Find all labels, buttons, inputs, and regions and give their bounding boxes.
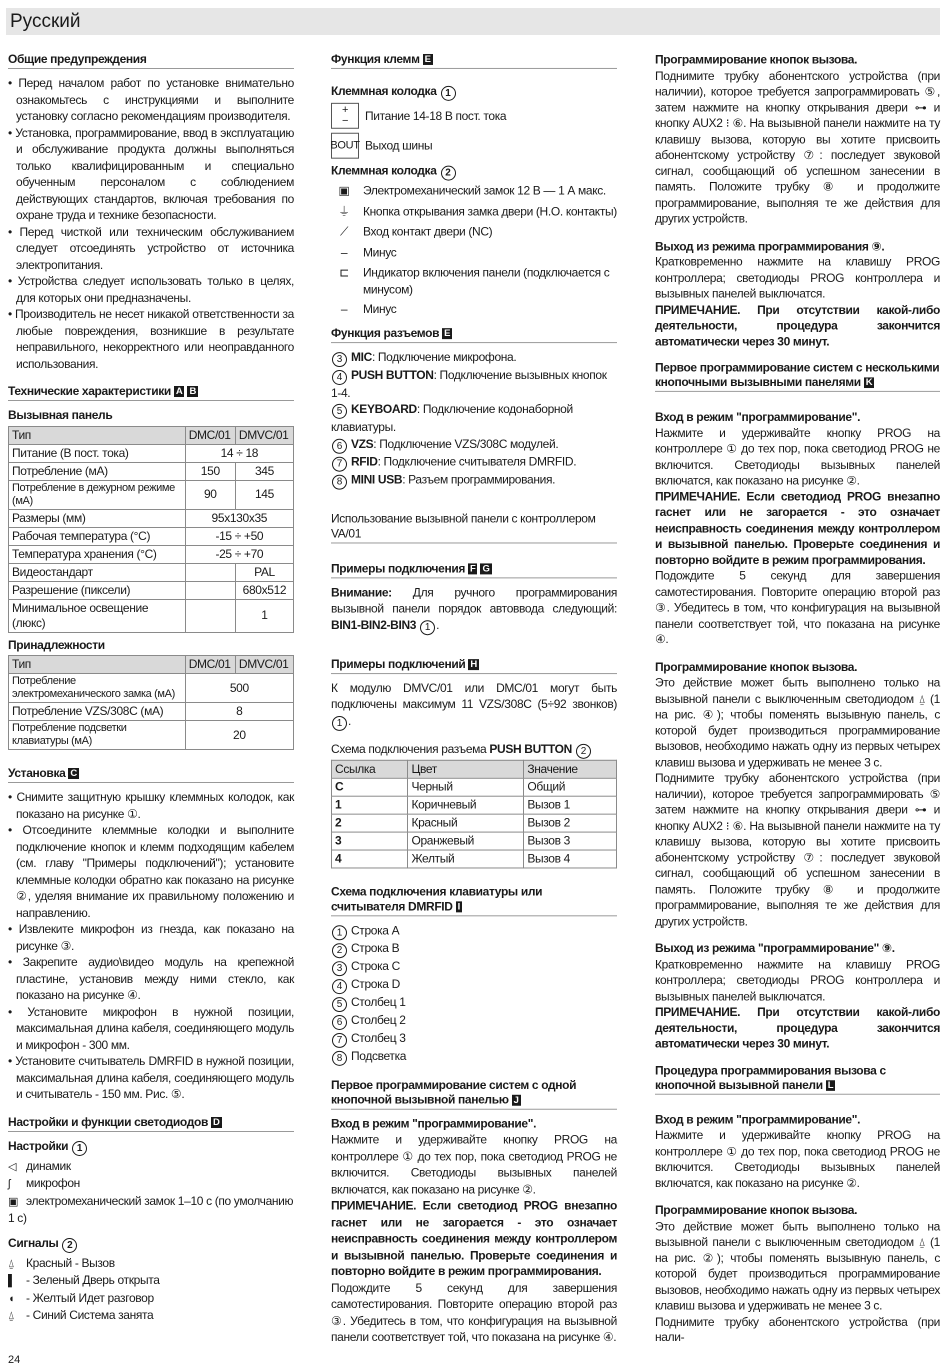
- figure-ref-j: J: [513, 1094, 519, 1106]
- list-item: • Закрепите аудио\видео модуль на крепежной пластине, установив между ними стекло, как показано на рисунке ④.: [8, 954, 294, 1004]
- list-item: [8, 1290, 294, 1308]
- single-panel-title: Первое программирование систем с одной кнопочной вызывной панелью J: [331, 1077, 617, 1109]
- terminal-row: [331, 203, 617, 219]
- connector-item: 8 MINI USB: Разъем программирования.: [331, 471, 617, 489]
- table-cell: Оранжевый: [408, 832, 524, 850]
- row-value-b: 680x512: [235, 581, 293, 599]
- table-row: [332, 796, 617, 814]
- row-label: Видеостандарт: [9, 563, 186, 581]
- panel-title: Вызывная панель: [8, 408, 113, 422]
- connector-item: 6 VZS: Подключение VZS/308C модулей.: [331, 435, 617, 453]
- terminal-row: [331, 103, 617, 129]
- prog-title: Программирование кнопок вызова.: [655, 52, 858, 67]
- signals-list: [8, 1255, 294, 1325]
- row-value: 20: [185, 721, 293, 750]
- proc-enter-title: Вход в режим "программирование".: [655, 1112, 861, 1127]
- table-row: [9, 721, 294, 750]
- row-label: Потребление электромеханического замка (мА): [9, 674, 186, 703]
- column-2: [331, 52, 617, 1346]
- keyboard-item: 7 Столбец 3: [331, 1029, 617, 1047]
- terminal-text: Минус: [363, 244, 397, 259]
- prog3-p1: Это действие может быть выполнено только на вызывной панели с выключенным светодиодом ⍙ (1 на рис. ②); чтобы поменять вызывную панель, с которой будет производиться программирование вызовов, необходимо нажать одну из первых четырех клавиш вызова и удерживать не менее 3 с.: [655, 1219, 940, 1313]
- table-cell: 4: [332, 850, 408, 868]
- column-3: [655, 52, 940, 1346]
- row-label: Разрешение (пиксели): [9, 581, 186, 599]
- minus-icon: –: [340, 302, 348, 317]
- column-header: Ссылка: [332, 760, 408, 778]
- examples-1-note: Внимание: Для ручного программирования вызывной панели порядок автоввода следующий: BIN1-BIN2-BIN3 1 .: [331, 584, 617, 633]
- terminal-block-2: [331, 183, 617, 318]
- list-item: [8, 1255, 294, 1273]
- keyboard-item: 6 Столбец 2: [331, 1012, 617, 1030]
- exit2-title: Выход из режима "программирование" ⑨.: [655, 941, 895, 956]
- single-note: ПРИМЕЧАНИЕ. Если светодиод PROG внезапно гаснет или не загорается - это означает неисправность соединения между контроллером и вызывной панелью. Проверьте соединения и повторно войдите в режим программирования.: [331, 1198, 617, 1279]
- push-button-table: [331, 759, 617, 868]
- single-p1: Нажмите и удерживайте кнопку PROG на контроллере ① до тех пор, пока светодиод PROG не включится. Светодиоды вызывных панелей включатся, как показано на рисунке ②.: [331, 1132, 617, 1196]
- item-text: - Синий Система занята: [26, 1308, 154, 1322]
- column-header: Цвет: [408, 760, 524, 778]
- list-item: • Перед началом работ по установке внимательно ознакомьтесь с инструкциями и выполните установку согласно рекомендациям производителя.: [8, 75, 294, 125]
- accessories-table: [8, 655, 294, 750]
- panel-indicator-icon: ⊏: [339, 265, 349, 280]
- page-number: 24: [8, 1354, 21, 1366]
- terminal-row: [331, 133, 617, 159]
- table-cell: 3: [332, 832, 408, 850]
- row-value: -15 ÷ +50: [185, 527, 293, 545]
- row-value-a: [185, 599, 235, 632]
- exit1-note: ПРИМЕЧАНИЕ. При отсутствии какой-либо деятельности, процедура закончится автоматически через 30 минут.: [655, 302, 940, 349]
- row-value: -25 ÷ +70: [185, 545, 293, 563]
- item-text: динамик: [26, 1158, 71, 1173]
- prog2-p2: Поднимите трубку абонентского устройства (при наличии), которое требуется запрограммировать ⑤ затем нажмите на кнопку открывания двери ⊶ и кнопку AUX2 ⁝ ⑥. На вызывной панели нажмите на ту клавишу вызова, которую вы хотите присвоить абонентскому устройству ⑦: последует звуковой сигнал, сообщающий об успешном занесении в память. Положите трубку ⑧ и продолжите программирование, выполняя те же действия для других устройств.: [655, 771, 940, 928]
- row-value: 8: [185, 703, 293, 721]
- settings-list: [8, 1158, 294, 1227]
- terminal-function-title: Функция клемм E: [331, 52, 617, 69]
- multi-p1: Нажмите и удерживайте кнопку PROG на контроллере ① до тех пор, пока светодиод PROG не включится. Светодиоды вызывных панелей включатся, как показано на рисунке ②.: [655, 426, 940, 488]
- keyboard-item: 5 Столбец 1: [331, 994, 617, 1012]
- list-item: [8, 1193, 294, 1227]
- table-row: [332, 850, 617, 868]
- table-row: [9, 480, 294, 509]
- terminal-text: Индикатор включения панели (подключается с минусом): [363, 265, 610, 296]
- table-cell: Красный: [408, 814, 524, 832]
- single-p2: Подождите 5 секунд для завершения самотестирования. Повторите операцию второй раз ③. Убедитесь в том, что конфигурация на вызывной панели соответствует той, что показана на рисунке ④.: [331, 1280, 617, 1345]
- row-value-b: 345: [235, 462, 293, 480]
- list-item: • Установите считыватель DMRFID в нужной позиции, максимальная длина кабеля, соединяющего модуль и считыватель - 150 мм. Рис. ⑤.: [8, 1053, 294, 1103]
- multi-p2: Подождите 5 секунд для завершения самотестирования. Повторите операцию второй раз ③. Убедитесь в том, что конфигурация на вызывной панели соответствует той, что показана на рисунке ④.: [655, 569, 940, 647]
- table-row: [9, 444, 294, 462]
- column-1: [8, 52, 294, 1325]
- push-button-title: Схема подключения разъема PUSH BUTTON 2: [331, 740, 617, 758]
- column-header: Значение: [524, 760, 617, 778]
- row-value: 14 ÷ 18: [185, 444, 293, 462]
- table-cell: 1: [332, 796, 408, 814]
- microphone-icon: ʃ: [8, 1178, 11, 1190]
- column-header: Тип: [9, 656, 186, 674]
- figure-ref-e: E: [424, 53, 431, 65]
- column-header: DMVC/01: [235, 656, 293, 674]
- terminal-text: Минус: [363, 302, 397, 317]
- lock-icon: ▣: [8, 1195, 19, 1208]
- terminal-icon: + −: [331, 103, 359, 129]
- connector-item: 5 KEYBOARD: Подключение кодонаборной клавиатуры.: [331, 401, 573, 434]
- table-row: [9, 527, 294, 545]
- row-label: Размеры (мм): [9, 509, 186, 527]
- multi-note: ПРИМЕЧАНИЕ. Если светодиод PROG внезапно гаснет или не загорается - это означает неисправность соединения между контроллером и вызывной панелью. Проверьте соединения и повторно войдите в режим программирования.: [655, 489, 940, 567]
- exit1-p: Кратковременно нажмите на клавишу PROG контроллера; светодиоды PROG контроллера и вызывных панелей выключатся.: [655, 255, 940, 301]
- item-text: электромеханический замок 1–10 с (по умолчанию 1 с): [8, 1193, 294, 1225]
- exit2-note: ПРИМЕЧАНИЕ. При отсутствии какой-либо деятельности, процедура закончится автоматически через 30 минут.: [655, 1005, 940, 1051]
- examples-1-title: Примеры подключения F G: [331, 561, 617, 578]
- multi-panel-title: Первое программирование систем с несколькими кнопочными вызывными панелями K: [655, 361, 940, 392]
- row-value-b: 145: [235, 480, 293, 509]
- door-icon: ▌: [8, 1275, 16, 1287]
- figure-ref-a: A: [175, 386, 183, 397]
- row-label: Потребление в дежурном режиме (мА): [9, 480, 186, 509]
- row-value: 500: [185, 674, 293, 703]
- table-cell: Вызов 1: [524, 796, 617, 814]
- keyboard-item: 4 Строка D: [331, 976, 617, 994]
- figure-ref-l: L: [827, 1079, 834, 1091]
- terminal-row: [331, 264, 617, 297]
- list-item: • Установите микрофон в нужной позиции, максимальная длина кабеля, соединяющего модуль и микрофон - 300 мм.: [8, 1004, 294, 1054]
- proc-p1: Нажмите и удерживайте кнопку PROG на контроллере ① до тех пор, пока светодиод PROG не включится. Светодиоды вызывных панелей включатся, как показано на рисунке ②.: [655, 1128, 940, 1190]
- keyboard-item: 3 Строка C: [331, 958, 617, 976]
- terminal-row: [331, 183, 617, 199]
- led-title: Настройки и функции светодиодов D: [8, 1115, 294, 1132]
- panel-specs-table: [8, 426, 294, 633]
- door-button-icon: ⏚: [338, 204, 350, 218]
- row-label: Минимальное освещение (люкс): [9, 599, 186, 632]
- settings-title: Настройки 1: [8, 1138, 294, 1156]
- table-cell: Общий: [524, 778, 617, 796]
- terminal-text: Питание 14-18 В пост. тока: [365, 108, 507, 123]
- column-header: DMC/01: [185, 656, 235, 674]
- figure-ref-h: H: [470, 658, 477, 670]
- prog-p: Поднимите трубку абонентского устройства (при наличии), которое требуется запрограммировать ⑤, затем нажмите на кнопку открывания двери ⊶ и кнопку AUX2 ⁝ ⑥. На вызывной панели нажмите на ту клавишу вызова, которую вы хотите присвоить абонентскому устройству ⑦: последует звуковой сигнал, сообщающий об успешном занесении в память. Положите трубку ⑧ и продолжите программирование, выполняя те же действия для других устройств.: [655, 68, 940, 226]
- terminal-block-1-title: Клеммная колодка 1: [331, 83, 617, 101]
- column-header: Тип: [9, 426, 186, 444]
- speaker-icon: ◁: [8, 1160, 17, 1173]
- list-item: • Производитель не несет никакой ответственности за любые повреждения, возникшие в результате неправильного, некорректного или неоправданного использования.: [8, 306, 294, 372]
- bell-icon: ⍙: [8, 1257, 15, 1270]
- keyboard-item: 2 Строка B: [331, 940, 617, 958]
- prog3-title: Программирование кнопок вызова.: [655, 1203, 858, 1217]
- table-row: [9, 462, 294, 480]
- door-contact-icon: ⟋: [339, 224, 349, 239]
- signals-title: Сигналы 2: [8, 1235, 294, 1253]
- table-header-row: [9, 656, 294, 674]
- general-warnings-list: [8, 75, 294, 372]
- table-cell: Вызов 3: [524, 832, 617, 850]
- list-item: • Извлеките микрофон из гнезда, как показано на рисунке ③.: [8, 921, 294, 954]
- language-header: Русский: [6, 8, 940, 35]
- accessories-title: Принадлежности: [8, 637, 105, 652]
- figure-ref-e2: E: [444, 327, 451, 339]
- terminal-row: [331, 301, 617, 317]
- terminal-text: Кнопка открывания замка двери (Н.О. контакты): [363, 204, 617, 218]
- figure-ref-b: B: [189, 386, 196, 397]
- row-label: Температура хранения (°C): [9, 545, 186, 563]
- lock-terminal-icon: ▣: [338, 183, 350, 198]
- table-cell: 2: [332, 814, 408, 832]
- list-item: • Отсоедините клеммные колодки и выполните подключение кнопок и клемм подходящим кабелем (см. главу "Примеры подключений"); установите клеммные колодки обратно как показано на рисунке ②, уделяя внимание их правильному положению и направлению.: [8, 822, 294, 921]
- table-cell: Черный: [408, 778, 524, 796]
- row-label: Потребление (мА): [9, 462, 186, 480]
- figure-ref-f: F: [470, 562, 476, 574]
- general-warnings-title: Общие предупреждения: [8, 52, 294, 69]
- row-label: Потребление подсветки клавиатуры (мА): [9, 721, 186, 750]
- minus-icon: –: [340, 244, 348, 259]
- terminal-icon: BOUT: [331, 133, 359, 159]
- procedure-title: Процедура программирования вызова с кнопочной вызывной панели L: [655, 1063, 940, 1094]
- table-row: [9, 545, 294, 563]
- install-title: Установка C: [8, 766, 294, 783]
- install-list: [8, 789, 294, 1103]
- item-text: - Желтый Идет разговор: [26, 1290, 154, 1305]
- terminal-text: Вход контакт двери (NC): [363, 224, 493, 239]
- table-row: [9, 509, 294, 527]
- connector-item: 7 RFID: Подключение считывателя DMRFID.: [331, 453, 617, 471]
- row-value: 95x130x35: [185, 509, 293, 527]
- column-header: DMVC/01: [235, 426, 293, 444]
- row-label: Рабочая температура (°C): [9, 527, 186, 545]
- list-item: [8, 1307, 294, 1325]
- keyboard-item: 1 Строка A: [331, 922, 617, 940]
- busy-icon: ⍙: [8, 1310, 15, 1322]
- table-cell: Желтый: [408, 850, 524, 868]
- row-label: Питание (В пост. тока): [9, 444, 186, 462]
- connector-function-title: Функция разъемов E: [331, 326, 617, 343]
- list-item: [8, 1175, 294, 1193]
- examples-2-title: Примеры подключений H: [331, 657, 617, 674]
- table-row: [9, 563, 294, 581]
- table-cell: Вызов 4: [524, 850, 617, 868]
- va01-title: Использование вызывной панели с контроллером VA/01: [331, 511, 617, 543]
- row-value-a: [185, 563, 235, 581]
- row-value-a: 90: [185, 480, 235, 509]
- terminal-block-1: [331, 103, 617, 159]
- figure-ref-d: D: [213, 1116, 220, 1128]
- tech-specs-title: Технические характеристики A B: [8, 384, 294, 401]
- exit2-p: Кратковременно нажмите на клавишу PROG контроллера; светодиоды PROG контроллера и вызывных панелей выключатся.: [655, 957, 940, 1003]
- prog2-title: Программирование кнопок вызова.: [655, 660, 858, 674]
- table-cell: Коричневый: [408, 796, 524, 814]
- terminal-text: Выход шины: [365, 138, 433, 153]
- table-row: [332, 778, 617, 796]
- table-row: [9, 599, 294, 632]
- list-item: [8, 1272, 294, 1290]
- row-label: Потребление VZS/308C (мА): [9, 703, 186, 721]
- item-text: микрофон: [26, 1176, 80, 1190]
- keyboard-item: 8 Подсветка: [331, 1047, 617, 1065]
- figure-ref-c: C: [70, 768, 77, 779]
- prog2-p1: Это действие может быть выполнено только на вызывной панели с выключенным светодиодом ⍙ (1 на рис. ④); чтобы поменять вызывную панель, с которой будет производиться программирование вызовов, необходимо нажать одну из первых четырех клавиш вызова и удерживать не менее 3 с.: [655, 675, 940, 769]
- terminal-text: Электромеханический замок 12 В — 1 А макс.: [363, 183, 606, 198]
- connector-item: 3 MIC: Подключение микрофона.: [331, 349, 617, 367]
- column-header: DMC/01: [185, 426, 235, 444]
- list-item: • Устройства следует использовать только в целях, для которых они предназначены.: [8, 273, 294, 306]
- talk-icon: ◖: [8, 1292, 15, 1305]
- keyboard-title: Схема подключения клавиатуры или считывателя DMRFID I: [331, 884, 617, 916]
- exit1-title: Выход из режима программирования ⑨.: [655, 239, 885, 253]
- table-row: [9, 581, 294, 599]
- item-text: Красный - Вызов: [26, 1255, 115, 1270]
- table-cell: C: [332, 778, 408, 796]
- row-value-a: 150: [185, 462, 235, 480]
- table-header-row: [9, 426, 294, 444]
- table-cell: Вызов 2: [524, 814, 617, 832]
- prog3-p2: Поднимите трубку абонентского устройства (при нали-: [655, 1314, 940, 1345]
- terminal-row: [331, 223, 617, 239]
- list-item: • Установка, программирование, ввод в эксплуатацию и обслуживание продукта должны выполняться только квалифицированным и специально обученным персоналом с соблюдением действующих стандартов, включая требования по охране труда и технике безопасности.: [8, 125, 294, 224]
- list-item: [8, 1158, 294, 1176]
- figure-ref-k: K: [865, 377, 873, 389]
- row-value-a: [185, 581, 235, 599]
- table-row: [332, 832, 617, 850]
- figure-ref-i: I: [457, 900, 460, 912]
- keyboard-list: [331, 922, 617, 1066]
- terminal-block-2-title: Клеммная колодка 2: [331, 163, 617, 181]
- row-value-b: PAL: [235, 563, 293, 581]
- table-row: [9, 703, 294, 721]
- table-header-row: [332, 760, 617, 778]
- terminal-row: [331, 244, 617, 260]
- connector-list: [331, 349, 617, 490]
- item-text: - Зеленый Дверь открыта: [26, 1273, 160, 1287]
- row-value-b: 1: [235, 599, 293, 632]
- single-enter-title: Вход в режим "программирование".: [331, 1116, 537, 1131]
- figure-ref-g: G: [482, 562, 490, 574]
- table-row: [9, 674, 294, 703]
- list-item: • Перед чисткой или техническим обслуживанием следует отсоединять устройство от источника электропитания.: [8, 224, 294, 274]
- table-row: [332, 814, 617, 832]
- connector-item: 4 PUSH BUTTON: Подключение вызывных кнопок 1-4.: [331, 367, 607, 400]
- multi-enter-title: Вход в режим "программирование".: [655, 410, 861, 424]
- examples-2-text: К модулю DMVC/01 или DMC/01 могут быть подключены максимум 11 VZS/308C (5÷92 звонков) 1 .: [331, 680, 617, 729]
- list-item: • Снимите защитную крышку клеммных колодок, как показано на рисунке ①.: [8, 789, 294, 822]
